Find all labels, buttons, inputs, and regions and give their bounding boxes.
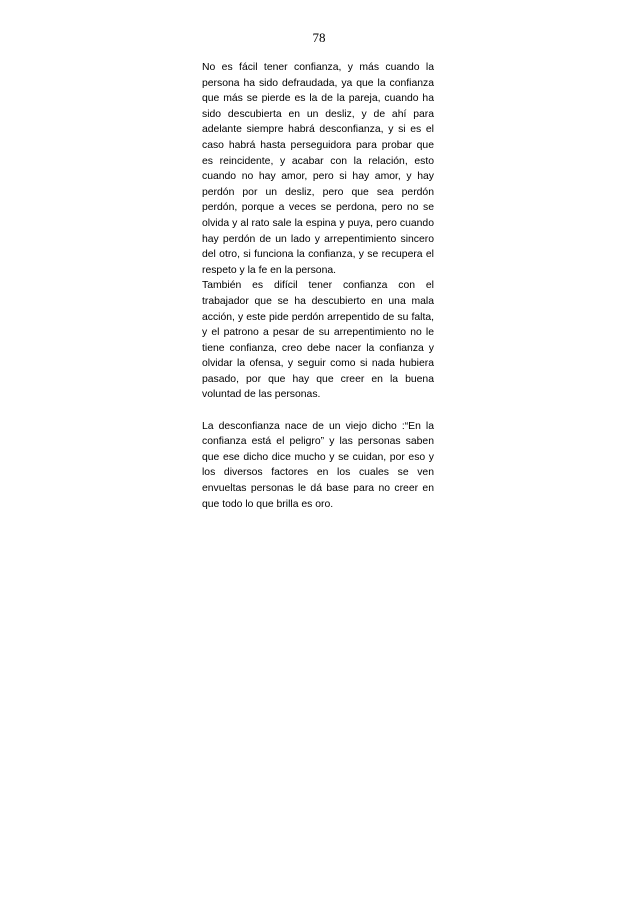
paragraph-3: La desconfianza nace de un viejo dicho :“En la confianza está el peligro” y las personas saben que ese dicho dice mucho y se cuidan, por eso y los diversos factores en los cuales se ven envueltas personas le dá base para no creer en que todo lo que brilla es oro.: [202, 420, 434, 510]
paragraph-1: No es fácil tener confianza, y más cuando la persona ha sido defraudada, ya que la confianza que más se pierde es la de la pareja, cuando ha sido descubierta en un desliz, y de ahí para adelante siempre habrá desconfianza, y si es el caso habrá hasta perseguidora para probar que es reincidente, y acabar con la relación, esto cuando no hay amor, pero si hay amor, y hay perdón por un desliz, pero que sea perdón perdón, porque a veces se perdona, pero no se olvida y al rato sale la espina y puya, pero cuando hay perdón de un lado y arrepentimiento sincero del otro, si funciona la confianza, y se recupera el respeto y la fe en la persona.: [202, 62, 434, 276]
paragraph-2: También es difícil tener confianza con el trabajador que se ha descubierto en una mala acción, y este pide perdón arrepentido de su falta, y el patrono a pesar de su arrepentimiento no le tiene confianza, creo debe nacer la confianza y olvidar la ofensa, y seguir como si nada hubiera pasado, por que hay que creer en la buena voluntad de las personas.: [202, 280, 434, 401]
body-text: [202, 60, 434, 512]
page-number: 78: [312, 30, 326, 45]
